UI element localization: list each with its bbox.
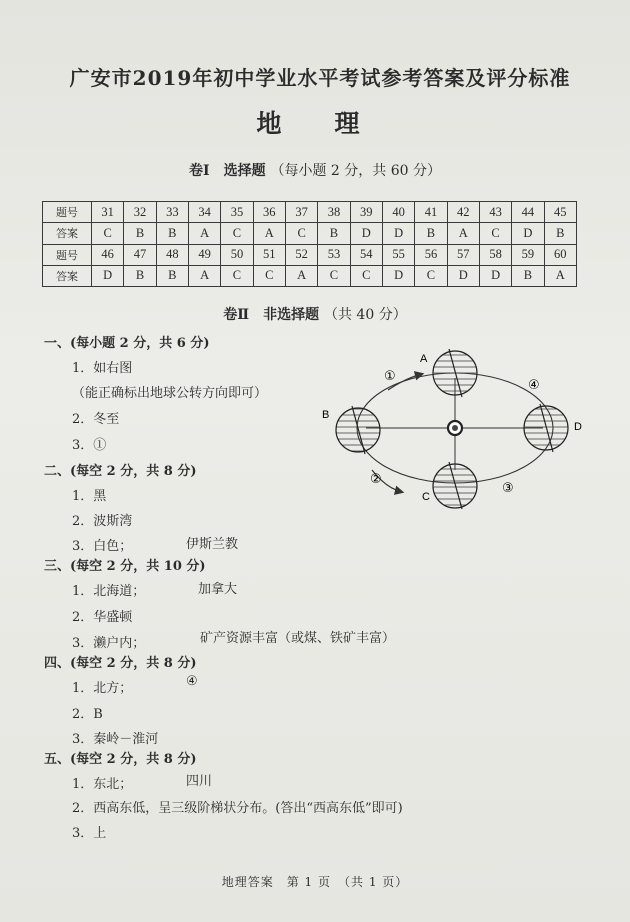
marker-3: ③ (502, 481, 514, 496)
answer-table-answer-row (43, 265, 577, 286)
question-number-cell: 56 (415, 244, 447, 265)
answer-table-answer-row (43, 223, 577, 244)
answer-cell: D (479, 265, 511, 286)
earth-icon-b (336, 406, 380, 454)
question-number-cell: 38 (318, 202, 350, 223)
earth-orbit-diagram (318, 340, 618, 510)
q5-answer-3: 3．上 (72, 826, 107, 841)
question-number-cell: 59 (512, 244, 544, 265)
q3-answer-3: 3．濑户内； (72, 636, 146, 651)
q2-answer-3: 3．白色； (72, 539, 133, 554)
question-number-cell: 36 (253, 202, 285, 223)
question-number-cell: 53 (318, 244, 350, 265)
question-number-cell: 51 (253, 244, 285, 265)
question-number-cell: 31 (92, 202, 124, 223)
label-d: D (574, 421, 582, 433)
question-number-cell: 41 (415, 202, 447, 223)
q2-answer-1: 1．黑 (72, 489, 107, 504)
q3-answer-2: 2．华盛顿 (72, 610, 133, 625)
answer-cell: D (382, 223, 414, 244)
answer-cell: A (253, 223, 285, 244)
q3-answer-1: 1．北海道； (72, 584, 146, 599)
question-number-cell: 42 (447, 202, 479, 223)
label-a: A (420, 353, 428, 365)
part2-heading-note: （共 40 分） (323, 307, 407, 323)
q2-answer-2: 2．波斯湾 (72, 514, 133, 529)
question-number-cell: 57 (447, 244, 479, 265)
question-number-cell: 54 (350, 244, 382, 265)
document-title: 广安市2019年初中学业水平考试参考答案及评分标准 (69, 66, 571, 90)
subject-title: 地 理 (256, 109, 374, 138)
row-label: 题号 (43, 244, 92, 265)
answer-cell: A (447, 223, 479, 244)
answer-cell: B (318, 223, 350, 244)
sun-icon (448, 421, 462, 435)
answer-cell: B (544, 223, 576, 244)
question-number-cell: 60 (544, 244, 576, 265)
answer-cell: A (188, 265, 220, 286)
question-number-cell: 33 (156, 202, 188, 223)
answer-cell: C (479, 223, 511, 244)
part1-heading-text: 卷Ⅰ 选择题 (189, 163, 266, 179)
marker-2: ② (370, 472, 382, 487)
q4-heading: 四、(每空 2 分，共 8 分) (44, 656, 197, 671)
marker-1: ① (384, 369, 396, 384)
question-number-cell: 40 (382, 202, 414, 223)
question-number-cell: 39 (350, 202, 382, 223)
answer-cell: C (415, 265, 447, 286)
q1-answer-1-note: （能正确标出地球公转方向即可） (72, 386, 268, 401)
question-number-cell: 52 (285, 244, 317, 265)
answer-cell: A (544, 265, 576, 286)
earth-icon-c (433, 462, 477, 509)
answer-cell: D (382, 265, 414, 286)
answer-cell: C (92, 223, 124, 244)
answer-cell: B (156, 223, 188, 244)
answer-table-number-row (43, 202, 577, 223)
q4-answer-1: 1．北方； (72, 681, 133, 696)
q4-answer-3: 3．秦岭－淮河 (72, 732, 159, 747)
answer-cell: B (156, 265, 188, 286)
q3-answer-3b: 矿产资源丰富（或煤、铁矿丰富） (200, 631, 396, 646)
q4-answer-2: 2．B (72, 707, 103, 722)
question-number-cell: 45 (544, 202, 576, 223)
page-footer: 地理答案 第 1 页 （共 1 页） (221, 875, 409, 889)
q5-answer-1b: 四川 (186, 774, 213, 789)
marker-4: ④ (528, 378, 540, 393)
q3-answer-1b: 加拿大 (198, 582, 238, 597)
label-c: C (422, 491, 430, 503)
question-number-cell: 44 (512, 202, 544, 223)
answer-cell: D (447, 265, 479, 286)
answer-cell: B (415, 223, 447, 244)
question-number-cell: 37 (285, 202, 317, 223)
answer-cell: B (124, 223, 156, 244)
question-number-cell: 43 (479, 202, 511, 223)
q5-heading: 五、(每空 2 分，共 8 分) (44, 752, 197, 767)
answer-cell: C (350, 265, 382, 286)
answer-table (42, 201, 577, 287)
row-label: 题号 (43, 202, 92, 223)
answer-cell: C (285, 223, 317, 244)
q5-answer-2: 2．西高东低，呈三级阶梯状分布。(答出“西高东低”即可) (72, 801, 403, 816)
q4-answer-1b: ④ (186, 674, 198, 689)
answer-table-number-row (43, 244, 577, 265)
answer-cell: D (92, 265, 124, 286)
row-label: 答案 (43, 223, 92, 244)
answer-cell: A (285, 265, 317, 286)
question-number-cell: 47 (124, 244, 156, 265)
label-b: B (322, 409, 330, 421)
earth-icon-d (524, 404, 568, 452)
question-number-cell: 49 (188, 244, 220, 265)
answer-cell: C (253, 265, 285, 286)
q1-answer-1: 1．如右图 (72, 361, 133, 376)
question-number-cell: 34 (188, 202, 220, 223)
answer-cell: B (124, 265, 156, 286)
q1-answer-3: 3．① (72, 438, 107, 453)
earth-icon-a (433, 349, 477, 397)
q2-answer-3b: 伊斯兰教 (186, 537, 239, 552)
answer-cell: C (221, 265, 253, 286)
q2-heading: 二、(每空 2 分，共 8 分) (44, 464, 197, 479)
part1-heading (0, 160, 630, 180)
answer-cell: C (221, 223, 253, 244)
q5-answer-1: 1．东北； (72, 777, 133, 792)
question-number-cell: 50 (221, 244, 253, 265)
question-number-cell: 35 (221, 202, 253, 223)
q1-answer-2: 2．冬至 (72, 412, 120, 427)
question-number-cell: 55 (382, 244, 414, 265)
question-number-cell: 48 (156, 244, 188, 265)
answer-cell: A (188, 223, 220, 244)
answer-cell: D (512, 223, 544, 244)
row-label: 答案 (43, 265, 92, 286)
q3-heading: 三、(每空 2 分，共 10 分) (44, 559, 206, 574)
part2-heading-text: 卷Ⅱ 非选择题 (223, 307, 320, 323)
answer-cell: C (318, 265, 350, 286)
answer-cell: D (350, 223, 382, 244)
q1-heading: 一、(每小题 2 分，共 6 分) (44, 336, 210, 351)
answer-cell: B (512, 265, 544, 286)
part1-heading-note: （每小题 2 分，共 60 分） (270, 163, 441, 179)
question-number-cell: 46 (92, 244, 124, 265)
question-number-cell: 58 (479, 244, 511, 265)
question-number-cell: 32 (124, 202, 156, 223)
part2-heading (0, 304, 630, 324)
